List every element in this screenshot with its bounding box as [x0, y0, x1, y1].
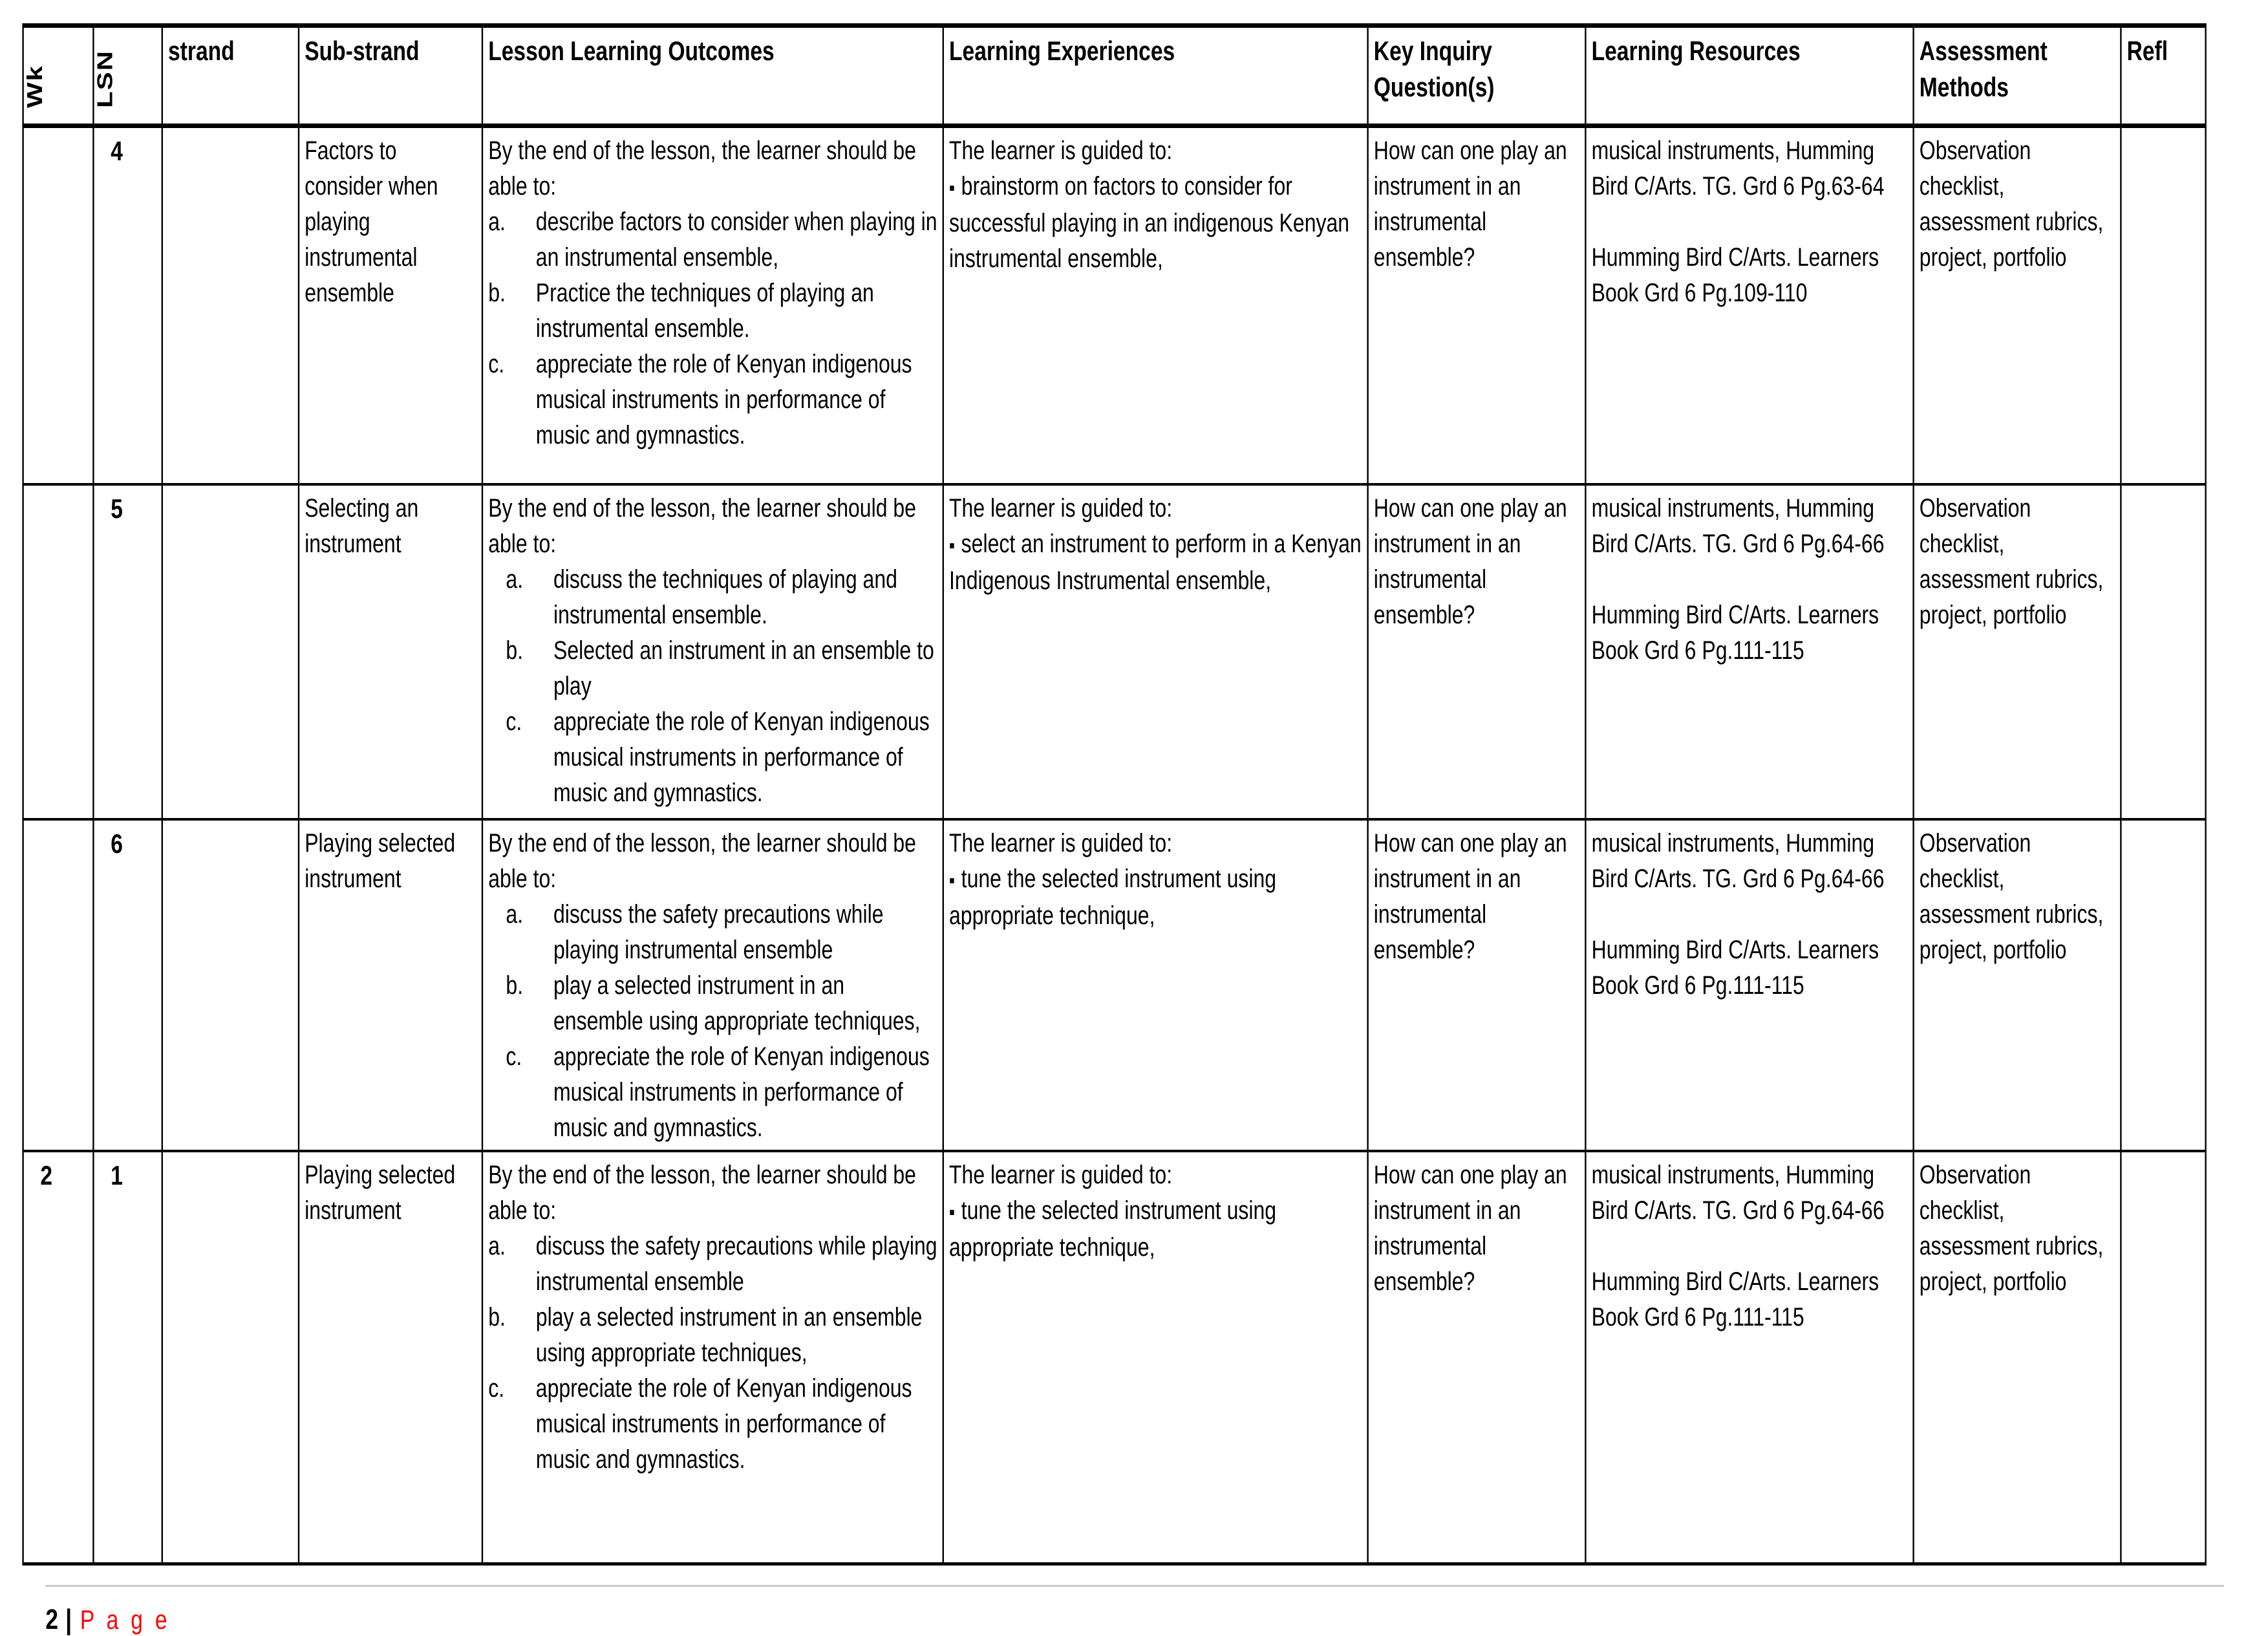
list-item — [488, 204, 937, 275]
scheme-of-work-table — [22, 23, 2206, 1566]
outcomes-intro: By the end of the lesson, the learner should be able to: — [488, 494, 916, 558]
col-header-sub-strand: Sub-strand — [299, 26, 482, 126]
list-marker: a. — [488, 208, 506, 236]
outcomes-list — [488, 897, 937, 1146]
col-header-experiences: Learning Experiences — [943, 26, 1368, 126]
list-text: play a selected instrument in an ensemble using appropriate techniques, — [553, 971, 921, 1035]
col-header-refl: Refl — [2121, 26, 2205, 126]
resource-item: musical instruments, Humming Bird C/Arts. TG. Grd 6 Pg.63-64 — [1591, 136, 1885, 200]
list-text: describe factors to consider when playing in an instrumental ensemble, — [535, 208, 937, 272]
experiences-bullet-item — [949, 861, 1362, 934]
footer-separator: | — [65, 1604, 72, 1635]
key-inquiry-text: How can one play an instrument in an instrumental ensemble? — [1373, 829, 1567, 964]
outcomes-intro: By the end of the lesson, the learner should be able to: — [488, 829, 916, 893]
col-header-week — [23, 26, 94, 126]
table-header-row — [23, 26, 2206, 126]
list-marker: c. — [506, 707, 522, 736]
list-marker: b. — [488, 279, 506, 307]
list-item — [506, 968, 937, 1039]
resource-item: musical instruments, Humming Bird C/Arts. TG. Grd 6 Pg.64-66 — [1591, 1161, 1885, 1225]
cell-key-inquiry — [1368, 126, 1586, 485]
lesson-header-label: LSN — [92, 50, 117, 108]
list-item — [488, 1229, 937, 1300]
list-marker: a. — [506, 900, 524, 929]
list-item — [488, 1300, 937, 1371]
list-item — [506, 704, 937, 811]
cell-resources — [1585, 484, 1913, 819]
cell-outcomes — [482, 1151, 943, 1564]
sub-strand-text: Factors to consider when playing instrumental ensemble — [305, 136, 438, 307]
square-bullet-icon: ▪ — [949, 1200, 956, 1223]
cell-lesson: 1 — [93, 1151, 162, 1564]
cell-experiences — [943, 126, 1368, 485]
cell-lesson: 4 — [93, 126, 162, 485]
experiences-intro: The learner is guided to: — [949, 829, 1173, 857]
col-header-outcomes: Lesson Learning Outcomes — [482, 26, 943, 126]
cell-resources — [1585, 1151, 1913, 1564]
col-header-assessment: Assessment Methods — [1914, 26, 2121, 126]
cell-outcomes — [482, 819, 943, 1151]
square-bullet-icon: ▪ — [949, 868, 956, 892]
cell-experiences — [943, 1151, 1368, 1564]
cell-refl — [2121, 1151, 2205, 1564]
list-text: appreciate the role of Kenyan indigenous musical instruments in performance of music and gymnastics. — [553, 1042, 930, 1142]
cell-assessment — [1914, 819, 2121, 1151]
list-marker: b. — [488, 1303, 506, 1331]
list-item — [506, 897, 937, 968]
square-bullet-icon: ▪ — [949, 533, 956, 557]
list-item — [506, 562, 937, 633]
cell-sub-strand — [299, 126, 482, 485]
cell-outcomes — [482, 126, 943, 485]
list-text: appreciate the role of Kenyan indigenous musical instruments in performance of music and gymnastics. — [553, 707, 930, 807]
cell-refl — [2121, 484, 2205, 819]
cell-key-inquiry — [1368, 819, 1586, 1151]
cell-assessment — [1914, 1151, 2121, 1564]
assessment-text: Observation checklist, assessment rubrics, project, portfolio — [1919, 136, 2104, 272]
list-text: discuss the techniques of playing and instrumental ensemble. — [553, 565, 897, 629]
cell-strand — [162, 484, 299, 819]
sub-strand-text: Playing selected instrument — [305, 829, 456, 893]
key-inquiry-text: How can one play an instrument in an instrumental ensemble? — [1373, 136, 1567, 272]
cell-week — [23, 126, 94, 485]
list-text: appreciate the role of Kenyan indigenous musical instruments in performance of music and gymnastics. — [535, 1374, 912, 1474]
list-marker: a. — [506, 565, 524, 594]
key-inquiry-text: How can one play an instrument in an instrumental ensemble? — [1373, 1161, 1567, 1296]
table-row — [23, 126, 2206, 485]
assessment-text: Observation checklist, assessment rubrics, project, portfolio — [1919, 1161, 2104, 1296]
resource-item: Humming Bird C/Arts. Learners Book Grd 6 Pg.109-110 — [1591, 243, 1879, 307]
cell-refl — [2121, 819, 2205, 1151]
cell-experiences — [943, 484, 1368, 819]
page-footer — [45, 1585, 2224, 1636]
cell-experiences — [943, 819, 1368, 1151]
list-text: discuss the safety precautions while playing instrumental ensemble — [553, 900, 884, 964]
list-text: Selected an instrument in an ensemble to play — [553, 636, 934, 700]
cell-week: 2 — [23, 1151, 94, 1564]
cell-strand — [162, 126, 299, 485]
resource-item: musical instruments, Humming Bird C/Arts. TG. Grd 6 Pg.64-66 — [1591, 494, 1885, 558]
cell-assessment — [1914, 484, 2121, 819]
list-marker: c. — [488, 1374, 505, 1403]
sub-strand-text: Selecting an instrument — [305, 494, 419, 558]
cell-resources — [1585, 126, 1913, 485]
resource-item: Humming Bird C/Arts. Learners Book Grd 6 Pg.111-115 — [1591, 601, 1879, 665]
cell-lesson: 5 — [93, 484, 162, 819]
list-marker: a. — [488, 1232, 506, 1260]
list-marker: b. — [506, 971, 524, 1000]
cell-lesson: 6 — [93, 819, 162, 1151]
list-text: Practice the techniques of playing an instrumental ensemble. — [535, 279, 874, 343]
experiences-bullet-item — [949, 1193, 1362, 1265]
col-header-key-inquiry: Key Inquiry Question(s) — [1368, 26, 1586, 126]
cell-key-inquiry — [1368, 1151, 1586, 1564]
resource-item: Humming Bird C/Arts. Learners Book Grd 6 Pg.111-115 — [1591, 936, 1879, 1000]
list-marker: c. — [506, 1042, 522, 1071]
outcomes-intro: By the end of the lesson, the learner should be able to: — [488, 1161, 916, 1225]
list-marker: c. — [488, 350, 505, 378]
table-row — [23, 819, 2206, 1151]
key-inquiry-text: How can one play an instrument in an instrumental ensemble? — [1373, 494, 1567, 629]
cell-key-inquiry — [1368, 484, 1586, 819]
cell-sub-strand — [299, 1151, 482, 1564]
assessment-text: Observation checklist, assessment rubrics, project, portfolio — [1919, 829, 2104, 964]
document-content — [0, 23, 2268, 1636]
list-text: appreciate the role of Kenyan indigenous musical instruments in performance of music and gymnastics. — [535, 350, 912, 449]
table-row — [23, 1151, 2206, 1564]
col-header-resources: Learning Resources — [1585, 26, 1913, 126]
experiences-text: brainstorm on factors to consider for successful playing in an indigenous Kenyan instrumental ensemble, — [949, 172, 1350, 273]
experiences-bullet-item — [949, 526, 1362, 599]
experiences-bullet-item — [949, 169, 1362, 277]
cell-strand — [162, 1151, 299, 1564]
cell-outcomes — [482, 484, 943, 819]
list-text: discuss the safety precautions while playing instrumental ensemble — [535, 1232, 937, 1296]
table-row — [23, 484, 2206, 819]
outcomes-list — [488, 1229, 937, 1478]
experiences-intro: The learner is guided to: — [949, 1161, 1173, 1189]
experiences-intro: The learner is guided to: — [949, 136, 1173, 165]
footer-page-number: 2 — [45, 1604, 58, 1635]
resource-item: musical instruments, Humming Bird C/Arts. TG. Grd 6 Pg.64-66 — [1591, 829, 1885, 893]
cell-refl — [2121, 126, 2205, 485]
col-header-strand: strand — [162, 26, 299, 126]
list-item — [506, 633, 937, 704]
outcomes-list — [488, 204, 937, 453]
list-item — [488, 275, 937, 347]
list-marker: b. — [506, 636, 524, 665]
week-header-label: Wk — [22, 65, 47, 108]
cell-strand — [162, 819, 299, 1151]
outcomes-list — [488, 562, 937, 811]
assessment-text: Observation checklist, assessment rubrics, project, portfolio — [1919, 494, 2104, 629]
resource-item: Humming Bird C/Arts. Learners Book Grd 6 Pg.111-115 — [1591, 1267, 1879, 1331]
cell-sub-strand — [299, 819, 482, 1151]
experiences-text: select an instrument to perform in a Kenyan Indigenous Instrumental ensemble, — [949, 530, 1362, 595]
cell-week — [23, 819, 94, 1151]
list-item — [488, 347, 937, 453]
square-bullet-icon: ▪ — [949, 176, 956, 199]
cell-sub-strand — [299, 484, 482, 819]
experiences-text: tune the selected instrument using appropriate technique, — [949, 865, 1277, 930]
cell-resources — [1585, 819, 1913, 1151]
experiences-intro: The learner is guided to: — [949, 494, 1173, 522]
list-text: play a selected instrument in an ensemble using appropriate techniques, — [535, 1303, 923, 1367]
document-page — [0, 23, 2268, 1635]
cell-week — [23, 484, 94, 819]
footer-page-label: P a g e — [80, 1604, 171, 1635]
experiences-text: tune the selected instrument using appropriate technique, — [949, 1196, 1277, 1262]
list-item — [488, 1371, 937, 1478]
cell-assessment — [1914, 126, 2121, 485]
list-item — [506, 1039, 937, 1146]
outcomes-intro: By the end of the lesson, the learner should be able to: — [488, 136, 916, 200]
sub-strand-text: Playing selected instrument — [305, 1161, 456, 1225]
col-header-lesson — [93, 26, 162, 126]
